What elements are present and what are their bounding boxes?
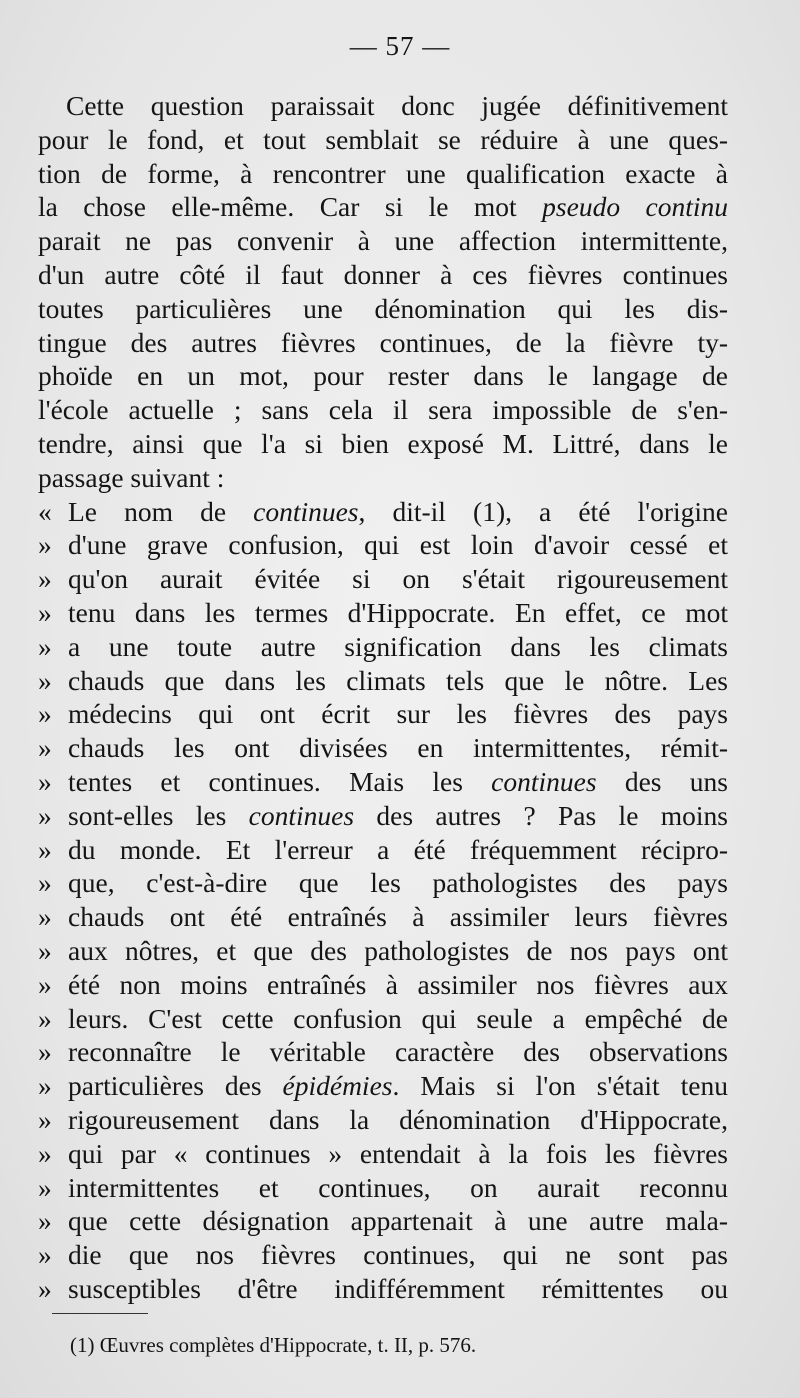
text-span: , dit-il (1), a été l'origine bbox=[358, 495, 728, 527]
text-span: qu'on aurait évitée si on s'était rigoureusement bbox=[68, 563, 728, 595]
quote-mark: » bbox=[38, 1205, 52, 1237]
quote-line-text bbox=[68, 1204, 728, 1238]
quote-line bbox=[38, 697, 728, 731]
quote-line bbox=[38, 596, 728, 630]
quote-line bbox=[38, 765, 728, 799]
text-line bbox=[38, 359, 728, 393]
quote-line-text bbox=[68, 731, 728, 765]
quote-line-text bbox=[68, 1137, 728, 1171]
text-span: passage suivant : bbox=[38, 461, 225, 493]
text-span: chauds ont été entraînés à assimiler leurs fièvres bbox=[68, 901, 728, 933]
quote-mark: » bbox=[38, 1171, 52, 1203]
italic-term: continues bbox=[248, 799, 355, 831]
text-span: aux nôtres, et que des pathologistes de nos pays ont bbox=[68, 934, 728, 966]
quote-line bbox=[38, 495, 728, 529]
quote-line-text bbox=[68, 765, 728, 799]
quote-line-text bbox=[68, 1171, 728, 1205]
text-line bbox=[38, 224, 728, 258]
quote-mark: » bbox=[38, 901, 52, 933]
quote-line-text bbox=[68, 968, 728, 1002]
text-span: intermittentes et continues, on aurait reconnu bbox=[68, 1171, 728, 1203]
quote-mark: » bbox=[38, 1239, 52, 1271]
quote-line bbox=[38, 934, 728, 968]
quote-mark: » bbox=[38, 1272, 52, 1304]
text-span: particulières des bbox=[68, 1070, 283, 1102]
text-span: leurs. C'est cette confusion qui seule a empêché de bbox=[68, 1002, 728, 1034]
quote-mark: » bbox=[38, 1070, 52, 1102]
quote-mark: » bbox=[38, 867, 52, 899]
text-span: du monde. Et l'erreur a été fréquemment récipro- bbox=[68, 833, 728, 865]
quote-mark: » bbox=[38, 765, 52, 797]
text-span: die que nos fièvres continues, qui ne sont pas bbox=[68, 1239, 728, 1271]
quote-line bbox=[38, 799, 728, 833]
text-line bbox=[38, 326, 728, 360]
text-span: parait ne pas convenir à une affection intermittente, bbox=[38, 225, 728, 257]
quote-line bbox=[38, 630, 728, 664]
text-span: toutes particulières une dénomination qui les dis- bbox=[38, 292, 728, 324]
quote-line-text bbox=[68, 1069, 728, 1103]
text-span: chauds que dans les climats tels que le nôtre. Les bbox=[68, 664, 728, 696]
text-span: susceptibles d'être indifféremment rémittentes ou bbox=[68, 1272, 728, 1304]
quote-mark: » bbox=[38, 630, 52, 662]
text-span: d'un autre côté il faut donner à ces fièvres continues bbox=[38, 258, 728, 290]
quote-line-text bbox=[68, 1272, 728, 1306]
footnote-divider bbox=[52, 1313, 148, 1314]
text-span: sont-elles les bbox=[68, 799, 249, 831]
quote-line bbox=[38, 664, 728, 698]
quote-line-text bbox=[68, 697, 728, 731]
italic-term: pseudo continu bbox=[542, 191, 728, 223]
quote-line-text bbox=[68, 1002, 728, 1036]
quote-line-text bbox=[68, 1103, 728, 1137]
text-span: que cette désignation appartenait à une autre mala- bbox=[68, 1205, 728, 1237]
text-span: l'école actuelle ; sans cela il sera impossible de s'en- bbox=[38, 394, 728, 426]
quote-line bbox=[38, 833, 728, 867]
text-span: la chose elle-même. Car si le mot bbox=[38, 191, 543, 223]
block-quote bbox=[38, 495, 728, 1306]
quote-line bbox=[38, 1137, 728, 1171]
quote-mark: » bbox=[38, 563, 52, 595]
text-span: tingue des autres fièvres continues, de la fièvre ty- bbox=[38, 326, 728, 358]
text-line bbox=[38, 427, 728, 461]
italic-term: continues bbox=[491, 765, 597, 797]
quote-line-text bbox=[68, 866, 728, 900]
quote-mark: » bbox=[38, 1002, 52, 1034]
text-span: médecins qui ont écrit sur les fièvres des pays bbox=[68, 698, 728, 730]
quote-line-text bbox=[68, 562, 728, 596]
text-span: qui par « continues » entendait à la fois les fièvres bbox=[68, 1137, 728, 1169]
quote-line-text bbox=[68, 528, 728, 562]
text-line bbox=[38, 89, 728, 123]
quote-line bbox=[38, 1204, 728, 1238]
text-line bbox=[38, 123, 728, 157]
quote-line bbox=[38, 1002, 728, 1036]
text-line bbox=[38, 258, 728, 292]
quote-line-text bbox=[68, 934, 728, 968]
quote-line-text bbox=[68, 596, 728, 630]
text-span: phoïde en un mot, pour rester dans le langage de bbox=[38, 360, 728, 392]
page-number: — 57 — bbox=[349, 31, 451, 61]
text-span: tendre, ainsi que l'a si bien exposé M. Littré, dans le bbox=[38, 427, 728, 459]
text-span: Cette question paraissait donc jugée définitivement bbox=[66, 90, 728, 121]
quote-mark: » bbox=[38, 1103, 52, 1135]
text-line bbox=[38, 292, 728, 326]
quote-mark: » bbox=[38, 664, 52, 696]
text-span: tenu dans les termes d'Hippocrate. En effet, ce mot bbox=[68, 596, 728, 628]
quote-mark: » bbox=[38, 833, 52, 865]
paragraph bbox=[38, 89, 728, 495]
quote-line bbox=[38, 1272, 728, 1306]
text-line bbox=[38, 190, 728, 224]
text-span: a une toute autre signification dans les climats bbox=[68, 630, 728, 662]
quote-line-text bbox=[68, 664, 728, 698]
text-span: reconnaître le véritable caractère des observations bbox=[68, 1036, 728, 1068]
quote-line bbox=[38, 1069, 728, 1103]
body-text bbox=[38, 89, 728, 1306]
quote-line bbox=[38, 1035, 728, 1069]
text-line bbox=[38, 157, 728, 191]
quote-line bbox=[38, 900, 728, 934]
text-span: . Mais si l'on s'était tenu bbox=[392, 1070, 728, 1102]
quote-line-text bbox=[68, 833, 728, 867]
quote-line bbox=[38, 1103, 728, 1137]
quote-mark: » bbox=[38, 1137, 52, 1169]
text-span: pour le fond, et tout semblait se réduire à une ques- bbox=[38, 123, 728, 155]
quote-line bbox=[38, 528, 728, 562]
text-span: chauds les ont divisées en intermittentes, rémit- bbox=[68, 732, 728, 764]
italic-term: continues bbox=[253, 495, 359, 527]
quote-line bbox=[38, 1238, 728, 1272]
footnote: (1) Œuvres complètes d'Hippocrate, t. II, p. 576. bbox=[70, 1333, 477, 1357]
quote-mark: » bbox=[38, 529, 52, 561]
text-line bbox=[38, 461, 728, 495]
text-span: que, c'est-à-dire que les pathologistes des pays bbox=[68, 867, 728, 899]
text-span: rigoureusement dans la dénomination d'Hippocrate, bbox=[68, 1103, 728, 1135]
quote-mark: » bbox=[38, 799, 52, 831]
text-span: tentes et continues. Mais les bbox=[68, 765, 492, 797]
text-line bbox=[38, 393, 728, 427]
text-span: été non moins entraînés à assimiler nos fièvres aux bbox=[68, 968, 728, 1000]
italic-term: épidémies bbox=[282, 1070, 393, 1102]
quote-line bbox=[38, 731, 728, 765]
quote-mark: » bbox=[38, 934, 52, 966]
quote-mark: « bbox=[38, 495, 52, 527]
quote-line-text bbox=[68, 495, 728, 529]
quote-line-text bbox=[68, 1238, 728, 1272]
quote-line-text bbox=[68, 630, 728, 664]
quote-mark: » bbox=[38, 968, 52, 1000]
text-span: tion de forme, à rencontrer une qualification exacte à bbox=[38, 157, 728, 189]
quote-line-text bbox=[68, 799, 728, 833]
quote-line bbox=[38, 866, 728, 900]
quote-mark: » bbox=[38, 698, 52, 730]
quote-line bbox=[38, 1171, 728, 1205]
quote-line bbox=[38, 968, 728, 1002]
quote-mark: » bbox=[38, 732, 52, 764]
quote-line-text bbox=[68, 1035, 728, 1069]
text-span: des autres ? Pas le moins bbox=[354, 799, 728, 831]
quote-line bbox=[38, 562, 728, 596]
text-span: Le nom de bbox=[68, 495, 254, 527]
text-span: d'une grave confusion, qui est loin d'avoir cessé et bbox=[68, 529, 728, 561]
quote-mark: » bbox=[38, 596, 52, 628]
quote-line-text bbox=[68, 900, 728, 934]
quote-mark: » bbox=[38, 1036, 52, 1068]
text-span: des uns bbox=[596, 765, 728, 797]
